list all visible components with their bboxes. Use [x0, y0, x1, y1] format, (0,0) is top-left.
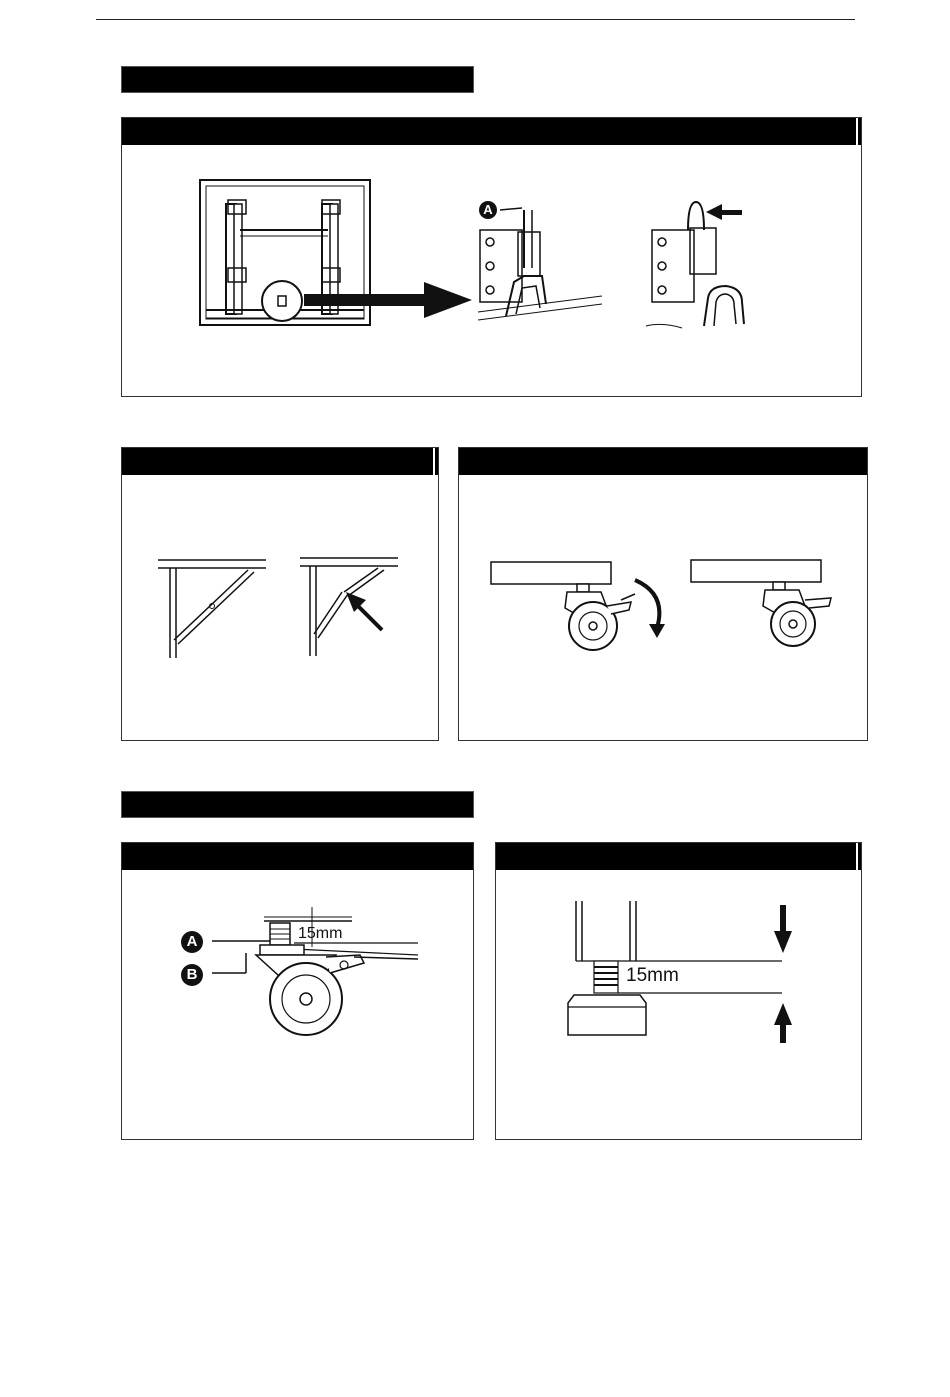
caster-brake-figure	[459, 448, 869, 742]
caster-adjust-figure	[122, 843, 475, 1141]
panel-unfold-legs	[121, 117, 862, 397]
callout-a-hinge: A	[479, 201, 497, 219]
header-rule	[96, 19, 855, 20]
callout-b-nut: B	[181, 964, 203, 986]
caster-gap-label: 15mm	[298, 925, 343, 942]
panel-brace-lock	[121, 447, 439, 741]
leg-brace-figure	[122, 448, 440, 742]
section-bar-bottom	[121, 791, 474, 818]
section-bar-top	[121, 66, 474, 93]
foot-gap-label: 15mm	[626, 965, 679, 986]
foot-adjust-figure	[496, 843, 863, 1141]
callout-a-nut: A	[181, 931, 203, 953]
table-underside-figure	[122, 118, 863, 398]
panel-caster-brake	[458, 447, 868, 741]
panel-foot-adjust	[495, 842, 862, 1140]
panel-caster-adjust	[121, 842, 474, 1140]
